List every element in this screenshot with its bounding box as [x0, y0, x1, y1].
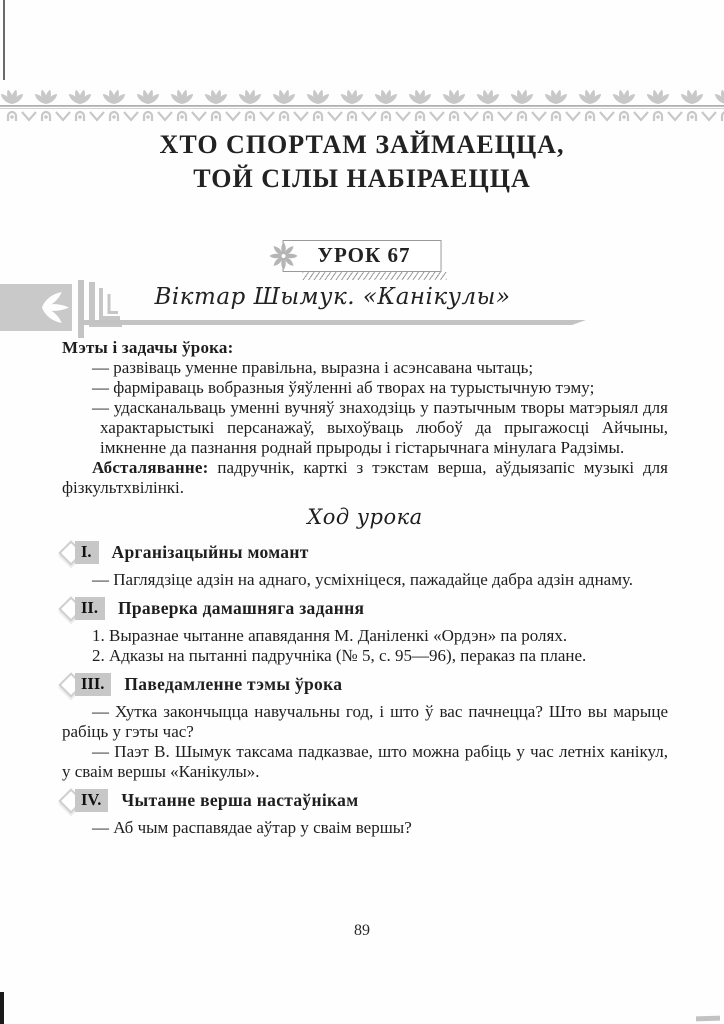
section-paragraph: — Хутка закончыцца навучальны год, і што ў вас пачнецца? Што вы марыце рабіць у гэты час?: [62, 702, 668, 741]
goal-item: — фарміраваць вобразныя ўяўленні аб творах на турыстычную тэму;: [92, 378, 595, 397]
section-heading-row: [64, 539, 668, 565]
section-marker: [75, 789, 108, 812]
page-title-line1: ХТО СПОРТАМ ЗАЙМАЕЦЦА,: [159, 130, 565, 159]
folk-ornament-border-icon: [0, 88, 724, 128]
section-paragraph: 1. Выразнае чытанне апавядання М. Даніленкі «Ордэн» па ролях.: [92, 626, 568, 645]
lesson-badge: [283, 240, 442, 272]
equipment-label: Абсталяванне:: [92, 458, 209, 477]
section-title: Паведамленне тэмы ўрока: [124, 674, 343, 694]
section-title: Арганізацыйны момант: [111, 542, 309, 562]
page-title-line2: ТОЙ СІЛЫ НАБІРАЕЦЦА: [193, 164, 531, 193]
section-title: Чытанне верша настаўнікам: [121, 790, 359, 810]
section-heading-row: [64, 595, 668, 621]
section-marker: [75, 597, 105, 620]
goal-item: — развіваць уменне правільна, выразна і асэнсавана чытаць;: [92, 358, 534, 377]
equipment-text: падручнік, карткі з тэкстам верша, аўдыязапіс музыкі для фізкультхвілінкі.: [62, 458, 668, 497]
page-number: 89: [354, 922, 370, 939]
scan-artifact-bottom-left: [0, 992, 4, 1024]
lesson-badge-label: УРОК 67: [283, 240, 442, 272]
page-title: [0, 128, 724, 196]
section-paragraph: — Паглядзіце адзін на аднаго, усміхніцеся, пажадайце дабра адзін аднаму.: [92, 570, 634, 589]
section-paragraph: — Аб чым распавядае аўтар у сваім вершы?: [92, 818, 412, 837]
section-title: Праверка дамашняга задання: [117, 598, 365, 618]
section-heading-row: [64, 787, 668, 813]
equipment-paragraph: [62, 458, 668, 498]
scan-artifact-bottom-right: [696, 1016, 720, 1022]
goals-heading: [62, 338, 668, 358]
section-numeral: II.: [75, 597, 105, 620]
section-heading-row: [64, 671, 668, 697]
section-marker: [75, 673, 111, 696]
lesson-content: [62, 338, 668, 838]
lesson-subtitle: Віктар Шымук. «Канікулы»: [154, 284, 511, 310]
badge-hatch-shadow: [303, 272, 447, 280]
section-paragraph: 2. Адказы на пытанні падручніка (№ 5, с. 95—96), пераказ па плане.: [92, 646, 587, 665]
section-numeral: IV.: [75, 789, 108, 812]
goals-heading-text: Мэты і задачы ўрока:: [62, 338, 234, 357]
snowflake-icon: [269, 241, 299, 271]
section-numeral: I.: [75, 541, 99, 564]
section-marker: [75, 541, 99, 564]
section-paragraph: — Паэт В. Шымук таксама падказвае, што можна рабіць у час летніх канікул, у сваім вершы «Канікулы».: [62, 742, 668, 781]
section-numeral: III.: [75, 673, 111, 696]
flow-heading: Ход урока: [307, 505, 423, 529]
scan-artifact-top-left: [3, 0, 5, 80]
subtitle-underline: [80, 320, 586, 325]
goal-item: — удасканальваць уменні вучняў знаходзіць у паэтычным творы матэрыял для характарыстыкі персанажаў, выхоўваць любоў да прыгажосці Айчыны, імкненне да пазнання роднай прыроды і гістарычнага мінулага Радзімы.: [92, 398, 668, 457]
